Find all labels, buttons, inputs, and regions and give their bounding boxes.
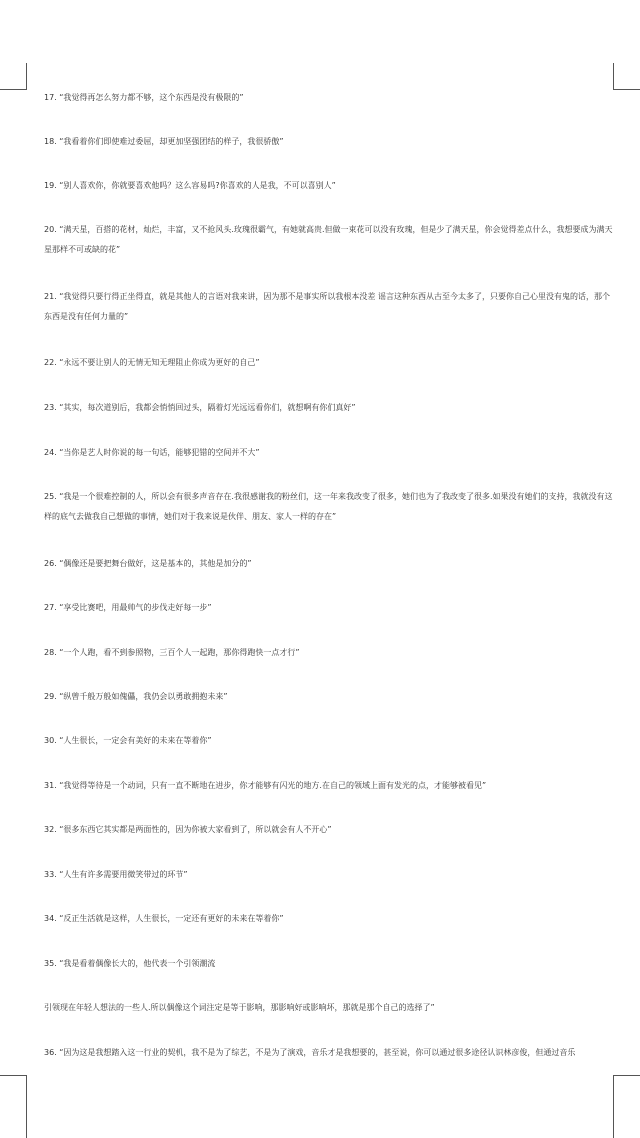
crop-mark-bottom-right xyxy=(613,1075,640,1138)
quote-paragraph-27: 27. “享受比赛吧，用最帅气的步伐走好每一步” xyxy=(44,603,212,612)
quote-paragraph-33: 33. “人生有许多需要用微笑带过的环节” xyxy=(44,870,188,879)
quote-paragraph-31: 31. “我觉得等待是一个动词，只有一直不断地在进步，你才能够有闪光的地方.在自己的领域上面有发光的点，才能够被看见” xyxy=(44,781,487,790)
quote-paragraph-26: 26. “偶像还是要把舞台做好，这是基本的，其他是加分的” xyxy=(44,559,252,568)
quote-paragraph-30: 30. “人生很长，一定会有美好的未来在等着你” xyxy=(44,736,212,745)
quote-paragraph-17: 17. “我觉得再怎么努力都不够，这个东西是没有极限的” xyxy=(44,93,244,102)
quote-paragraph-28: 28. “一个人跑，看不到参照物，三百个人一起跑，那你得跑快一点才行” xyxy=(44,648,300,657)
quote-paragraph-32: 32. “很多东西它其实都是两面性的，因为你被大家看到了，所以就会有人不开心” xyxy=(44,825,332,834)
quote-paragraph-22: 22. “永远不要让别人的无情无知无理阻止你成为更好的自己” xyxy=(44,358,260,367)
quote-paragraph-35: 35. “我是看着偶像长大的，他代表一个引领潮流 xyxy=(44,959,216,968)
quote-paragraph-24: 24. “当你是艺人时你说的每一句话，能够犯错的空间并不大” xyxy=(44,448,260,457)
quote-paragraph-19: 19. “别人喜欢你，你就要喜欢他吗？这么容易吗?你喜欢的人是我，不可以喜别人” xyxy=(44,181,336,190)
quote-paragraph-34: 34. “反正生活就是这样，人生很长，一定还有更好的未来在等着你” xyxy=(44,914,284,923)
quote-paragraph-20: 20. “满天星，百搭的花材，灿烂，丰富，又不抢风头.玫瑰很霸气，有她就高贵.但做一束花可以没有玫瑰，但是少了满天星，你会觉得差点什么，我想要成为满天星那样不可或缺的花” xyxy=(44,225,613,254)
crop-mark-top-left xyxy=(0,63,27,90)
quote-paragraph-23: 23. “其实，每次道别后，我都会悄悄回过头，隔着灯光远远看你们，就想啊有你们真好” xyxy=(44,403,356,412)
quote-paragraph-36: 36. “因为这是我想踏入这一行业的契机，我不是为了综艺，不是为了演戏，音乐才是我想要的，甚至说，你可以通过很多途径认识林彦俊，但通过音乐 xyxy=(44,1048,576,1057)
quote-paragraph-21: 21. “我觉得只要行得正坐得直，就是其他人的言语对我来讲，因为那不是事实所以我根本没差 谣言这种东西从古至今太多了，只要你自己心里没有鬼的话，那个东西是没有任何力量的” xyxy=(44,292,610,321)
quote-paragraph-25: 25. “我是一个很难控制的人，所以会有很多声音存在.我很感谢我的粉丝们，这一年来我改变了很多，她们也为了我改变了很多.如果没有她们的支持，我就没有这样的底气去做我自己想做的事情，她们对于我来说是伙伴、朋友、家人一样的存在” xyxy=(44,492,613,521)
quote-paragraph-35-continued: 引领现在年轻人想法的一些人.所以偶像这个词注定是等于影响，那影响好或影响坏，那就是那个自己的选择了” xyxy=(44,1003,435,1012)
crop-mark-top-right xyxy=(613,63,640,90)
quote-paragraph-29: 29. “纵曾千般万般如傀儡，我仍会以勇敢拥抱未来” xyxy=(44,692,228,701)
quote-paragraph-18: 18. “我看着你们即使难过委屈，却更加坚强团结的样子，我很骄傲” xyxy=(44,137,284,146)
crop-mark-bottom-left xyxy=(0,1075,27,1138)
